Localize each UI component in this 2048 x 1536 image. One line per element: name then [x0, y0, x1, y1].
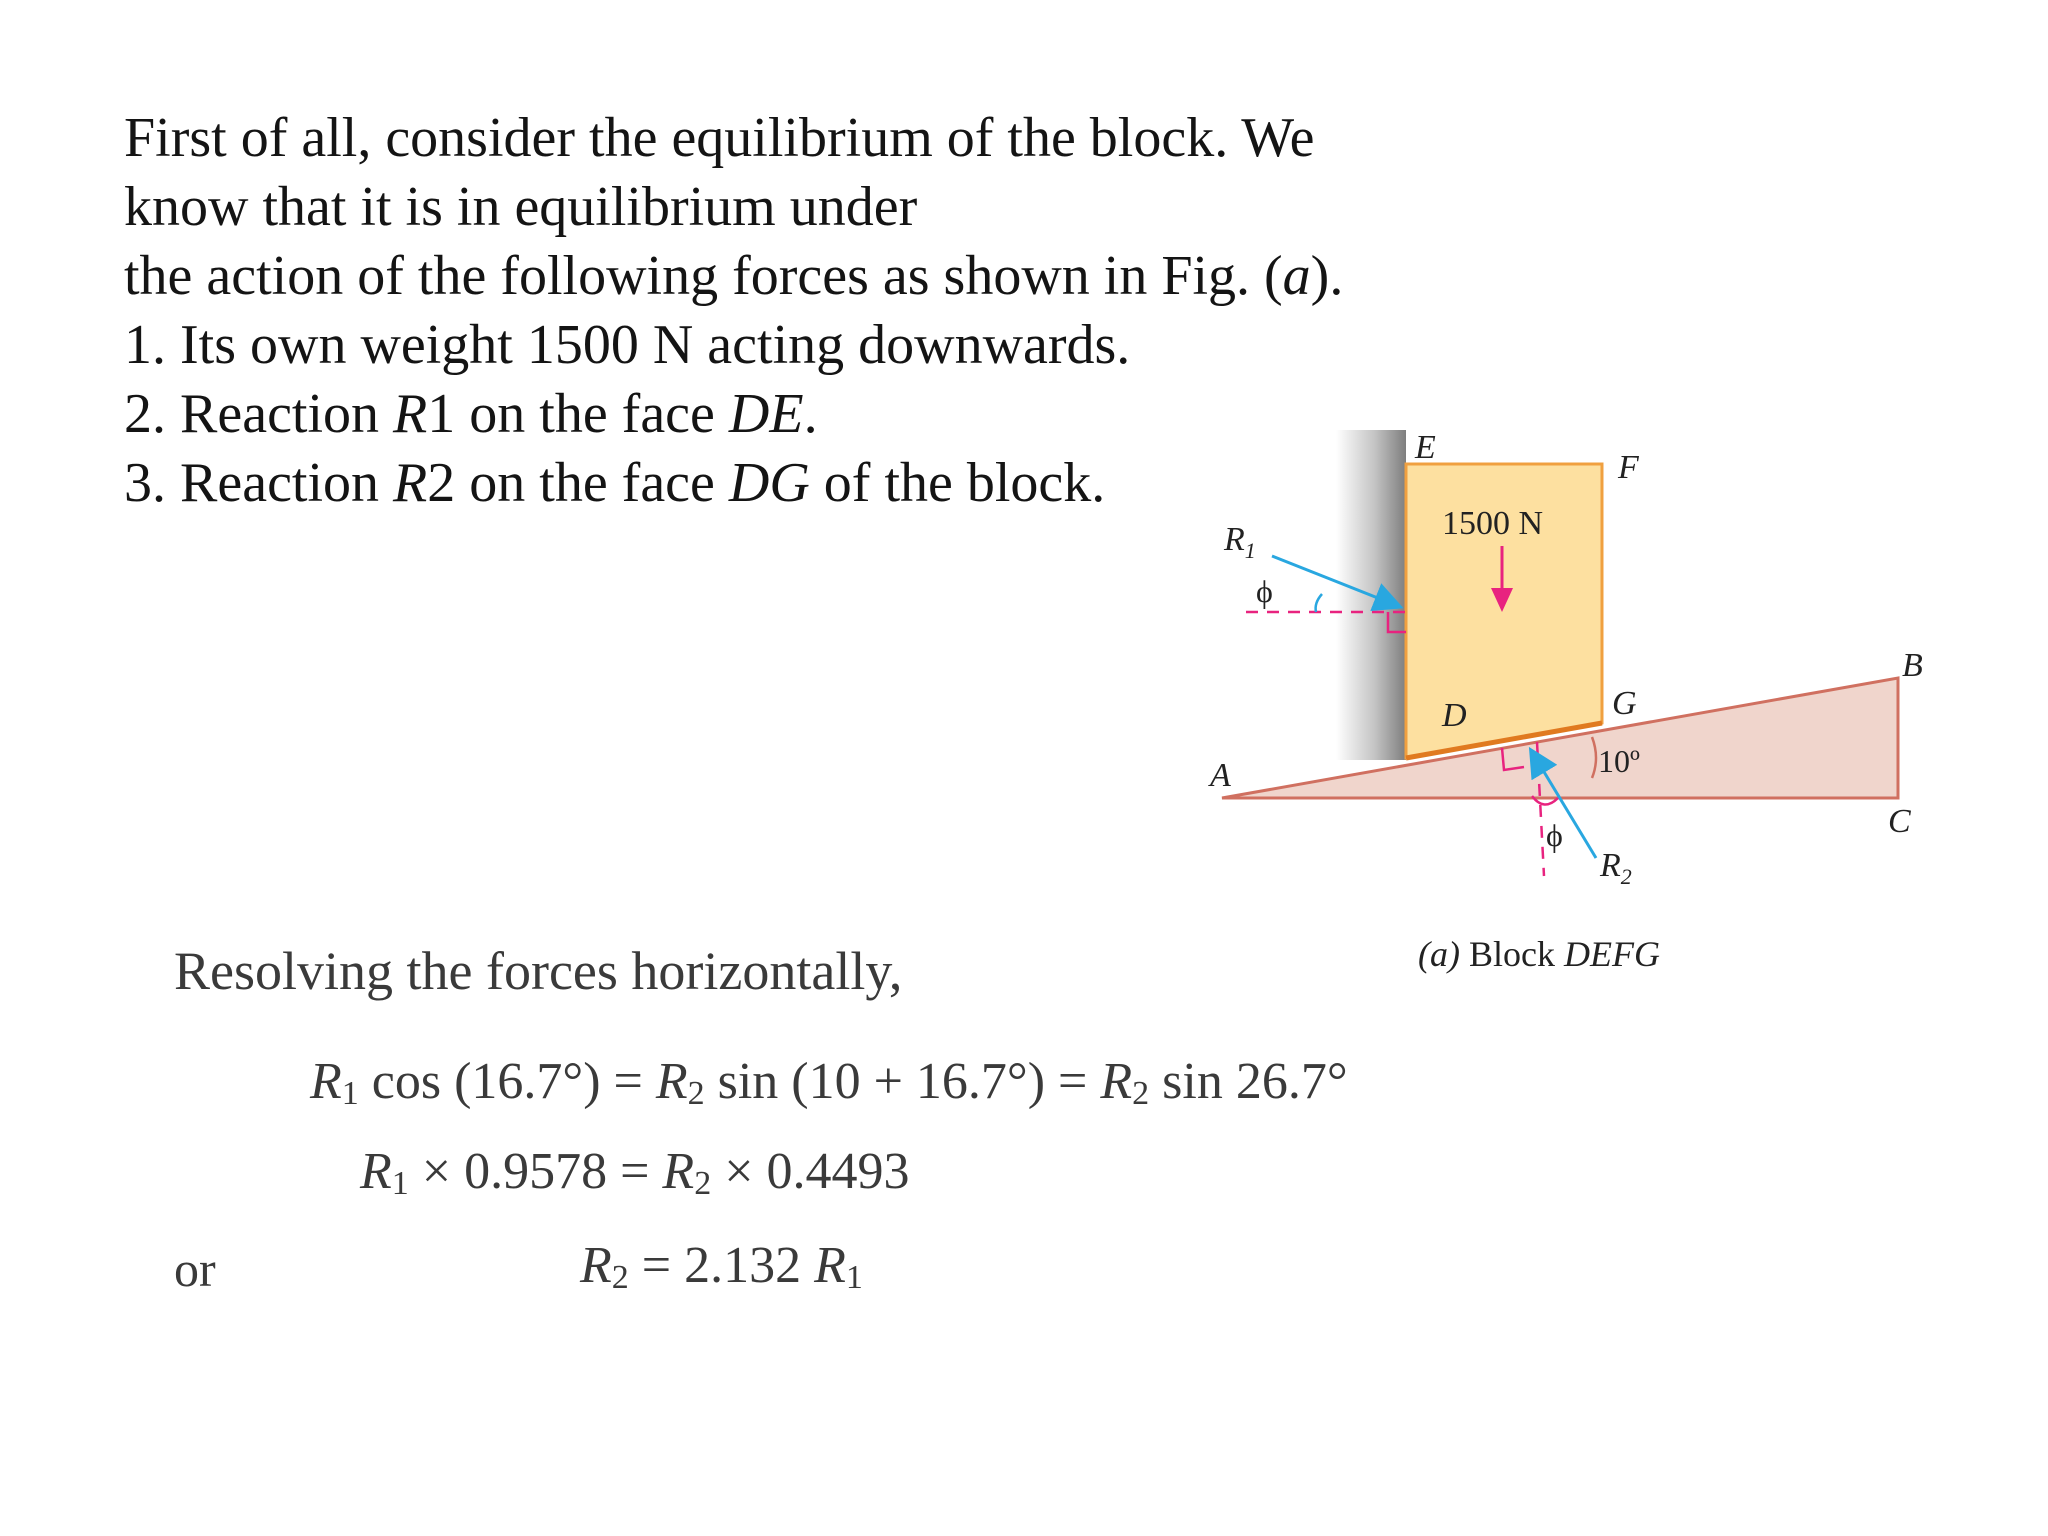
label-g: G [1612, 685, 1637, 722]
intro-text [124, 104, 1343, 518]
equation-2: $R_1 \times 0.9578 = R_2 \times 0.4493$ [360, 1143, 910, 1202]
r1-phi-label: ϕ [1256, 573, 1273, 609]
r1-phi-arc [1316, 594, 1322, 612]
equation-3: $R_2 = 2.132$ $R_1$ [580, 1237, 863, 1296]
solution-heading: Resolving the forces horizontally, [174, 941, 903, 1001]
angle-10-label: 10º [1598, 743, 1640, 779]
label-f: F [1618, 449, 1639, 486]
intro-line-2: know that it is in equilibrium under [124, 176, 918, 238]
intro-line-3: the action of the following forces as shown in Fig. (a). [124, 245, 1344, 307]
equation-1: $R_1$ $\cos (16.7^\circ) = R_2$ $\sin (10 + 16.7^\circ) = R_2$ sin 26.7° [310, 1053, 1348, 1112]
label-c: C [1888, 803, 1911, 840]
intro-line-6: 3. Reaction R2 on the face DG of the block. [124, 452, 1106, 514]
intro-line-5: 2. Reaction R1 on the face DE. [124, 383, 818, 445]
worked-solution [0, 940, 2048, 1360]
figure-caption: (a) Block DEFG [1418, 934, 1660, 974]
block-diagram [1180, 400, 1940, 1000]
label-b: B [1902, 647, 1923, 684]
label-e: E [1415, 429, 1436, 466]
intro-line-1: First of all, consider the equilibrium of the block. We [124, 107, 1315, 169]
weight-label: 1500 N [1442, 505, 1544, 542]
r2-label: $R_2$ [1600, 847, 1632, 889]
label-a: A [1210, 757, 1231, 794]
r2-phi-label: ϕ [1546, 817, 1563, 853]
block-figure [1180, 400, 1940, 1000]
label-d: D [1442, 697, 1467, 734]
or-label: or [174, 1241, 216, 1297]
r1-label: $R_1$ [1224, 521, 1256, 563]
intro-line-4: 1. Its own weight 1500 N acting downwards. [124, 314, 1131, 376]
